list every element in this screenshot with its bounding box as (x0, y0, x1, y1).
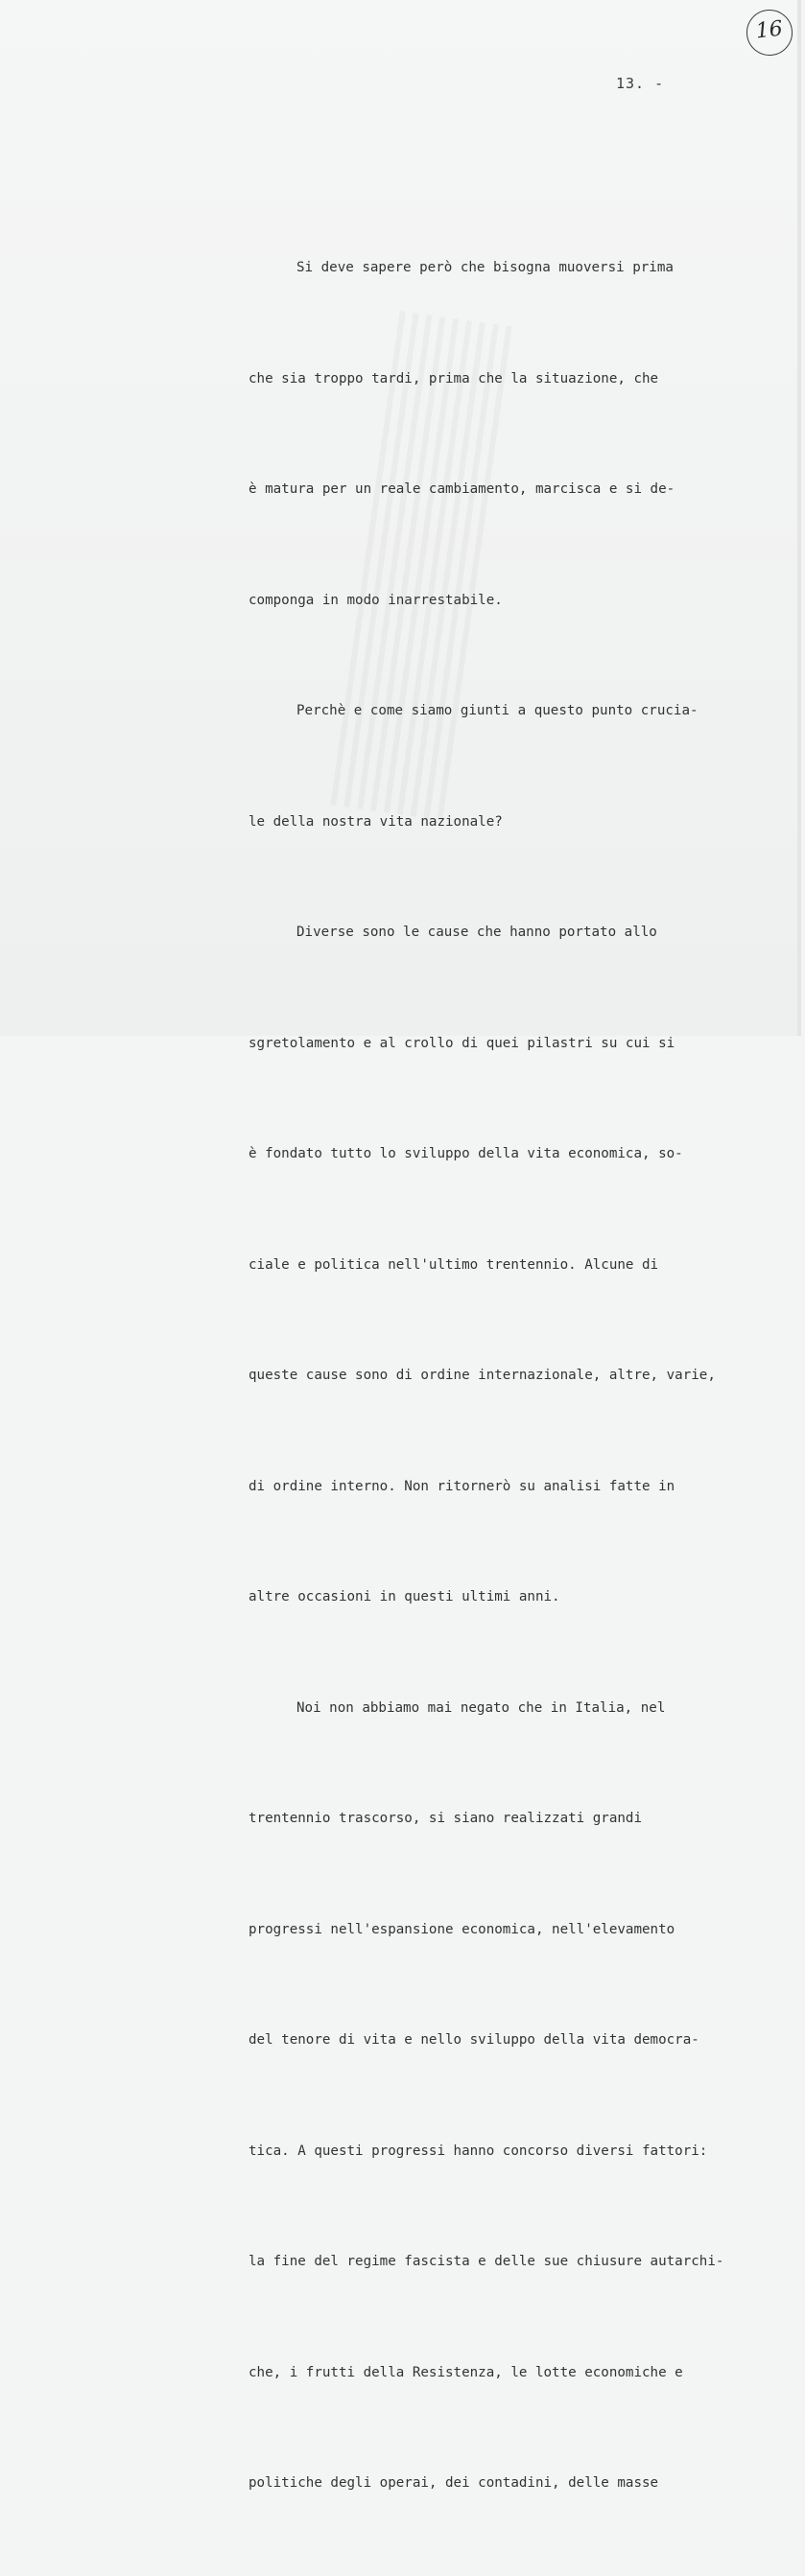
typed-body-text (249, 176, 805, 2576)
text-line: di ordine interno. Non ritornerò su analisi fatte in (249, 1478, 675, 1494)
text-line: la fine del regime fascista e delle sue chiusure autarchi- (249, 2254, 724, 2269)
text-line: componga in modo inarrestabile. (249, 592, 503, 608)
text-line: ciale e politica nell'ultimo trentennio. Alcune di (249, 1256, 659, 1273)
text-line: che sia troppo tardi, prima che la situazione, che (249, 370, 659, 386)
page-number: 13. - (616, 75, 665, 92)
text-line: è fondato tutto lo sviluppo della vita economica, so- (249, 1146, 683, 1161)
archive-number-text: 16 (754, 16, 784, 44)
text-line: politiche degli operai, dei contadini, delle masse (249, 2475, 659, 2491)
text-line: Si deve sapere però che bisogna muoversi prima (296, 260, 674, 275)
text-line: sgretolamento e al crollo di quei pilastri su cui si (249, 1035, 675, 1051)
text-line: le della nostra vita nazionale? (249, 813, 503, 830)
text-line: Diverse sono le cause che hanno portato allo (296, 925, 657, 940)
text-line: è matura per un reale cambiamento, marcisca e si de- (249, 481, 675, 497)
text-line: del tenore di vita e nello sviluppo della vita democra- (249, 2032, 699, 2048)
archive-number-stamp (745, 8, 795, 59)
text-line: Perchè e come siamo giunti a questo punto crucia- (296, 703, 698, 718)
text-line: queste cause sono di ordine internazionale, altre, varie, (249, 1368, 716, 1383)
text-line: che, i frutti della Resistenza, le lotte economiche e (249, 2364, 683, 2380)
text-line: tica. A questi progressi hanno concorso diversi fattori: (249, 2143, 708, 2159)
text-line: trentennio trascorso, si siano realizzati grandi (249, 1811, 642, 1826)
text-line: altre occasioni in questi ultimi anni. (249, 1589, 560, 1604)
text-line: Noi non abbiamo mai negato che in Italia, nel (296, 1699, 666, 1716)
text-line: progressi nell'espansione economica, nell'elevamento (249, 1921, 675, 1937)
